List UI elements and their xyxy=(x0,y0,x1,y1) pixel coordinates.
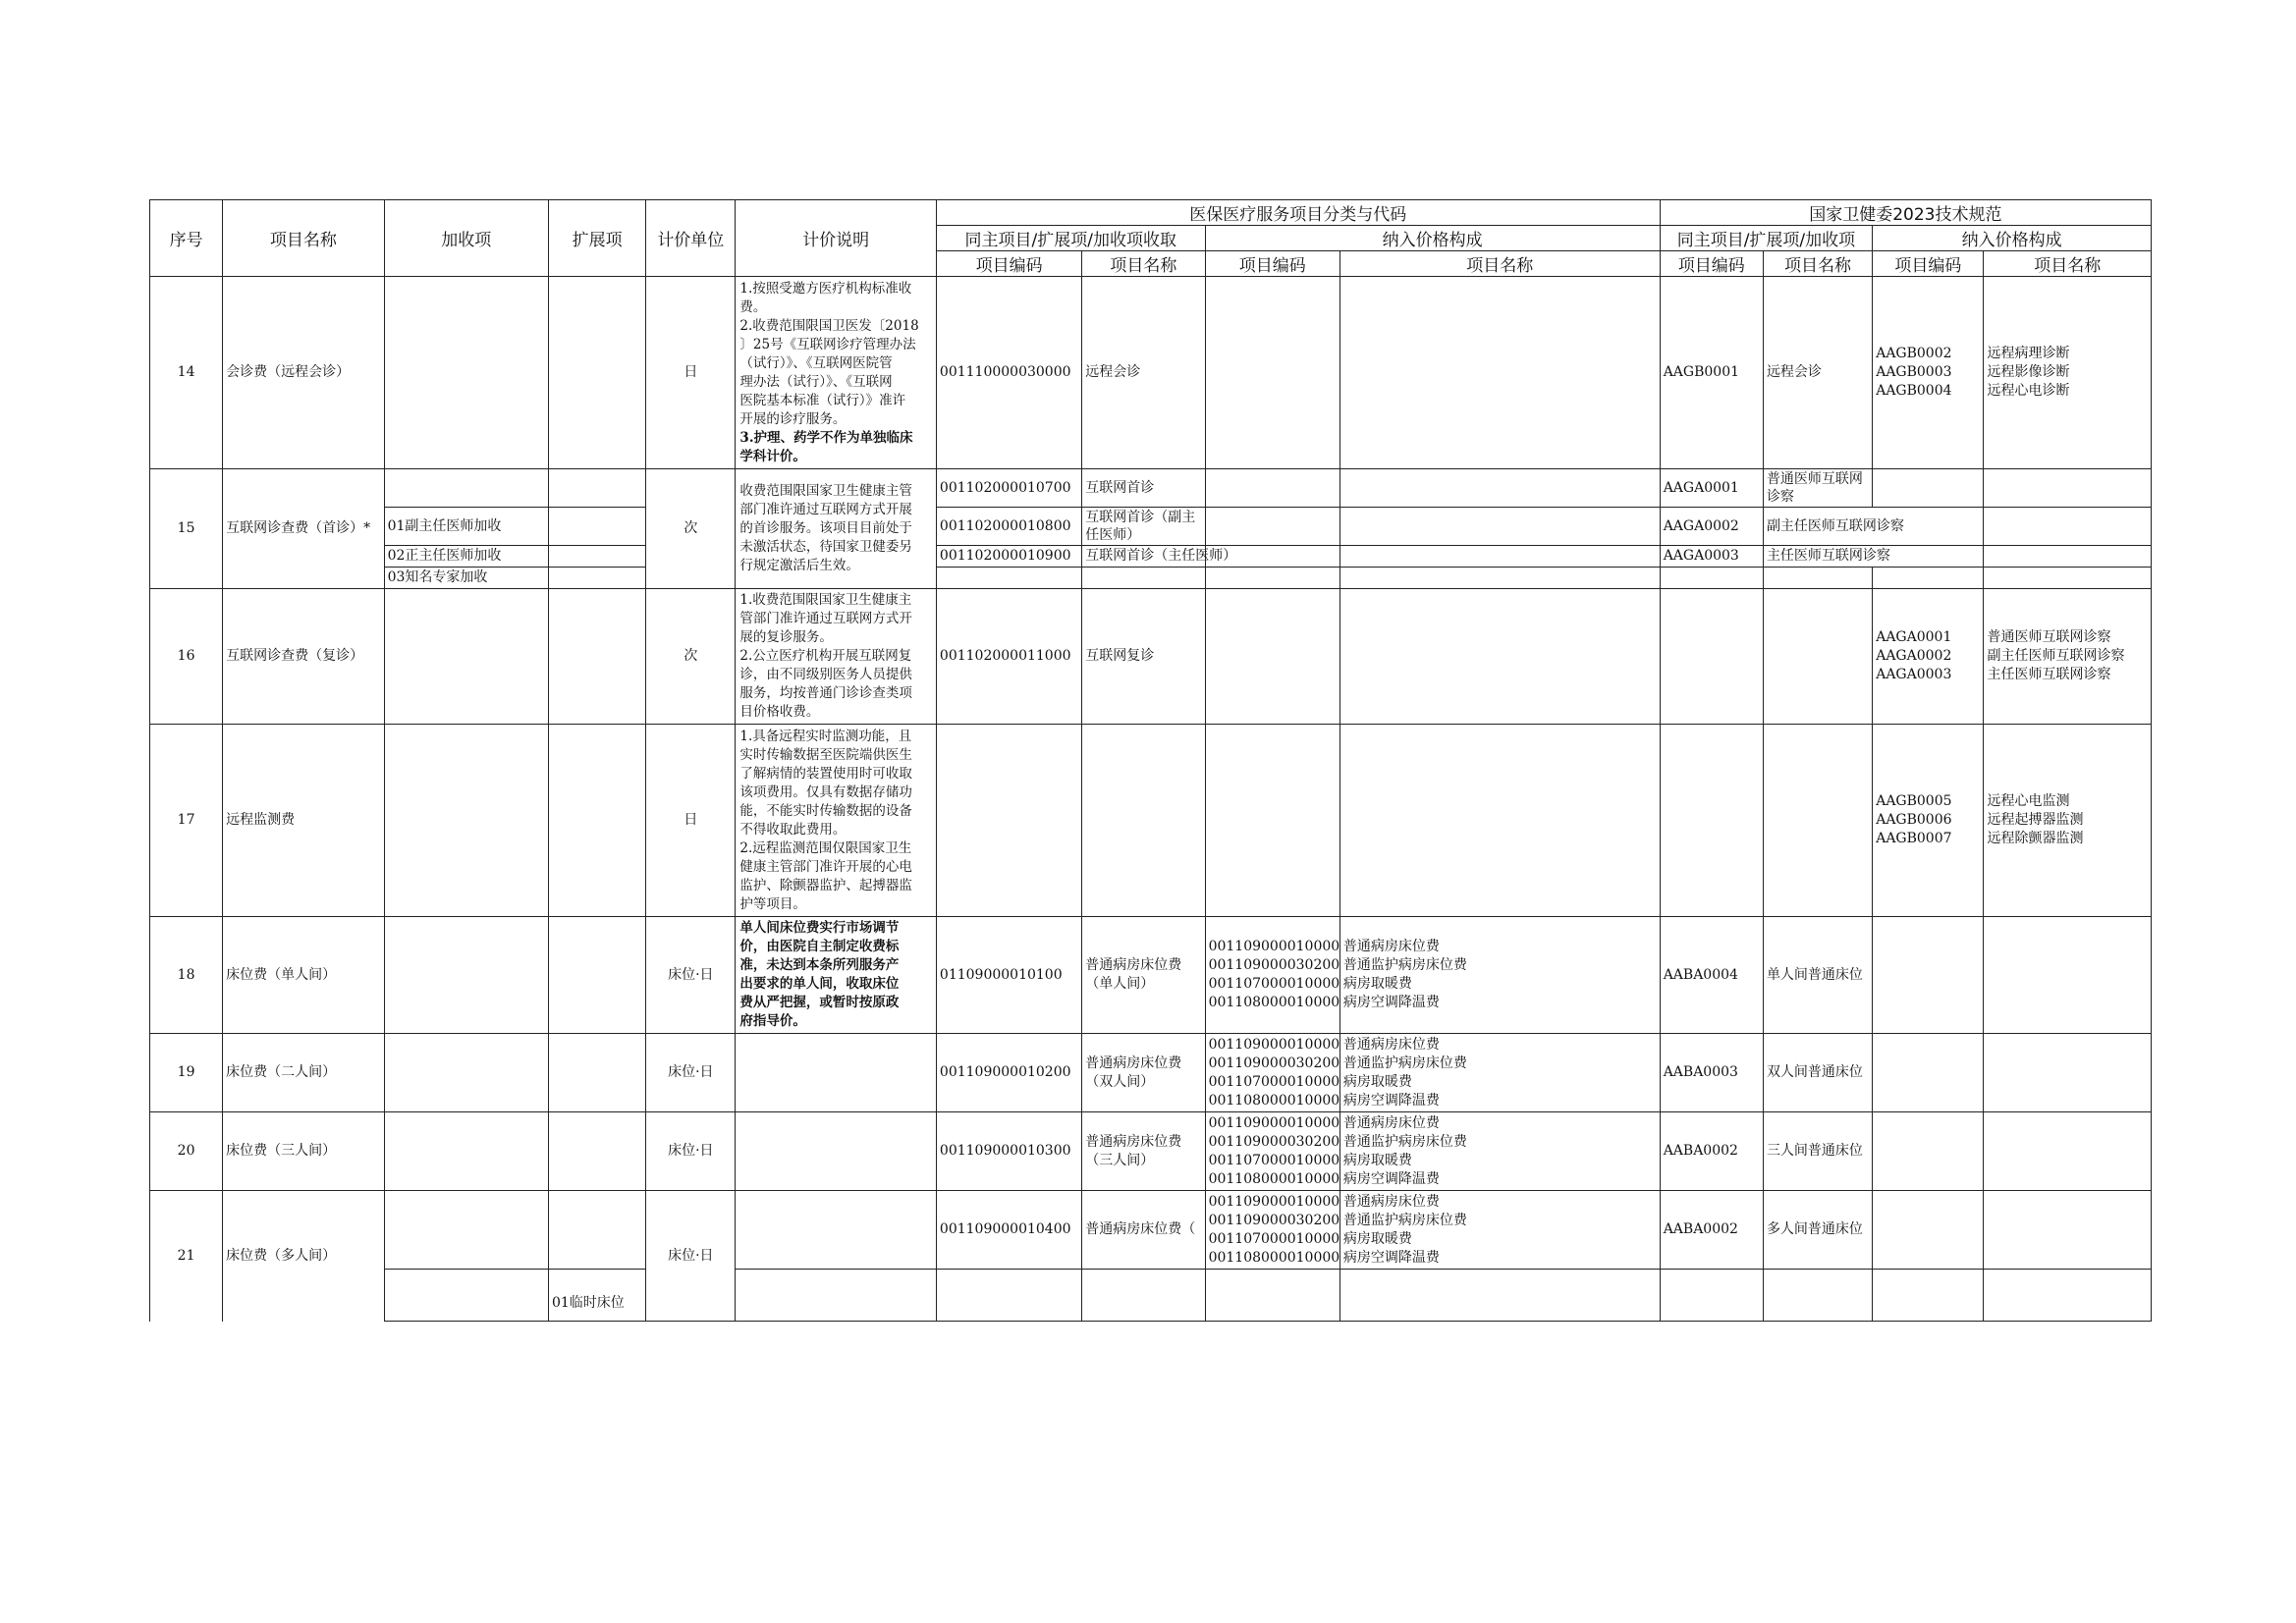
table-row xyxy=(150,546,2152,568)
code-line: AAGB0006 xyxy=(1876,812,1952,828)
row-unit: 次 xyxy=(646,469,736,589)
table-row xyxy=(150,508,2152,546)
code-line: 001109000010000 xyxy=(1208,939,1340,954)
row-yb-in-code xyxy=(1205,589,1339,725)
header-item-name: 项目名称 xyxy=(1339,251,1660,277)
header-row-1 xyxy=(150,200,2152,226)
row-addon: 01副主任医师加收 xyxy=(384,508,548,546)
row-yb-code: 001109000010200 xyxy=(936,1034,1081,1112)
row-seq: 18 xyxy=(150,917,223,1034)
desc-line: 目价格收费。 xyxy=(739,704,820,720)
header-code: 项目编码 xyxy=(1205,251,1339,277)
row-yb-code xyxy=(936,568,1081,589)
row-wj-in-code xyxy=(1873,917,1984,1034)
row-seq: 14 xyxy=(150,277,223,469)
name-line: 远程影像诊断 xyxy=(1987,364,2070,380)
row-wj-name xyxy=(1763,568,1872,589)
row-wj-in-name xyxy=(1984,589,2152,725)
name-line: 远程病理诊断 xyxy=(1987,346,2070,361)
name-line: 副主任医师互联网诊察 xyxy=(1987,648,2125,664)
row-name: 互联网诊查费（首诊）* xyxy=(223,469,384,589)
row-desc xyxy=(736,725,937,917)
row-addon xyxy=(384,1112,548,1191)
desc-line: 展的复诊服务。 xyxy=(739,629,833,645)
header-group-wj: 国家卫健委2023技术规范 xyxy=(1660,200,2151,226)
row-yb-name: 互联网首诊 xyxy=(1082,469,1205,508)
row-addon xyxy=(384,469,548,508)
row-yb-in-name xyxy=(1339,1112,1660,1191)
row-wj-in-code xyxy=(1873,589,1984,725)
row-yb-in-code xyxy=(1205,277,1339,469)
desc-line: 〕25号《互联网诊疗管理办法 xyxy=(739,336,916,352)
row-yb-in-name xyxy=(1339,568,1660,589)
code-line: AAGA0003 xyxy=(1876,667,1952,682)
row-yb-name: 互联网复诊 xyxy=(1082,589,1205,725)
row-wj-in-name xyxy=(1984,546,2152,568)
row-desc xyxy=(736,1191,937,1270)
row-wj-in-name xyxy=(1984,1034,2152,1112)
code-line: 001107000010000 xyxy=(1208,1073,1340,1090)
row-yb-in-code xyxy=(1205,725,1339,917)
row-yb-in-name xyxy=(1339,1191,1660,1270)
desc-line-bold: 单人间床位费实行市场调节 xyxy=(739,920,900,936)
header-code: 项目编码 xyxy=(936,251,1081,277)
row-yb-in-code xyxy=(1205,469,1339,508)
row-yb-in-code xyxy=(1205,1034,1339,1112)
row-seq: 16 xyxy=(150,589,223,725)
row-yb-name xyxy=(1082,508,1205,546)
name-line: 普通医师互联网 xyxy=(1766,471,1863,487)
header-item-name: 项目名称 xyxy=(1984,251,2152,277)
row-yb-in-name xyxy=(1339,917,1660,1034)
row-yb-code xyxy=(936,725,1081,917)
row-name: 互联网诊查费（复诊） xyxy=(223,589,384,725)
row-yb-in-name xyxy=(1339,546,1660,568)
desc-line: 理办法（试行）》、《互联网 xyxy=(739,373,893,390)
desc-line: 管部门准许通过互联网方式开 xyxy=(739,611,912,626)
row-addon: 03知名专家加收 xyxy=(384,568,548,589)
desc-line: 医院基本标准（试行）》准许 xyxy=(739,392,906,408)
header-desc: 计价说明 xyxy=(736,200,937,277)
row-wj-code: AABA0002 xyxy=(1660,1112,1763,1191)
header-addon: 加收项 xyxy=(384,200,548,277)
row-wj-name xyxy=(1763,469,1872,508)
desc-line: 部门准许通过互联网方式开展 xyxy=(739,502,912,517)
row-wj-in-name xyxy=(1984,725,2152,917)
row-wj-name: 主任医师互联网诊察 xyxy=(1763,546,1984,568)
desc-line: 能，不能实时传输数据的设备 xyxy=(739,802,912,819)
name-line: （双人间） xyxy=(1085,1073,1155,1090)
row-yb-in-code xyxy=(1205,568,1339,589)
name-line: 普通病房床位费 xyxy=(1085,1133,1182,1150)
desc-line: 健康主管部门准许开展的心电 xyxy=(739,858,912,875)
row-yb-name: 普通病房床位费（ xyxy=(1082,1191,1205,1270)
row-yb-in-code xyxy=(1205,1270,1339,1322)
row-unit: 床位·日 xyxy=(646,1112,736,1191)
desc-line: 监护、除颤器监护、起搏器监 xyxy=(739,877,912,893)
name-line: 病房取暖费 xyxy=(1342,976,1412,992)
row-desc xyxy=(736,1270,937,1322)
row-yb-in-name xyxy=(1339,469,1660,508)
row-yb-name xyxy=(1082,1112,1205,1191)
desc-line: 不得收取此费用。 xyxy=(739,821,847,838)
row-name: 床位费（多人间） xyxy=(223,1191,384,1322)
desc-line: 该项费用。仅具有数据存储功 xyxy=(739,784,912,800)
row-unit: 床位·日 xyxy=(646,1191,736,1322)
desc-line-bold: 费从严把握，或暂时按原政 xyxy=(739,995,900,1010)
desc-line: 未激活状态，待国家卫健委另 xyxy=(739,539,912,555)
table-row xyxy=(150,277,2152,469)
code-line: 001109000030200 xyxy=(1208,1212,1340,1228)
row-wj-code xyxy=(1660,568,1763,589)
row-name: 远程监测费 xyxy=(223,725,384,917)
desc-line-bold: 学科计价。 xyxy=(739,448,806,464)
desc-line: 诊，由不同级别医务人员提供 xyxy=(739,667,912,682)
row-yb-code: 001102000011000 xyxy=(936,589,1081,725)
desc-line-bold: 出要求的单人间，收取床位 xyxy=(739,976,900,992)
row-seq: 20 xyxy=(150,1112,223,1191)
row-wj-code xyxy=(1660,725,1763,917)
name-line: 病房取暖费 xyxy=(1342,1073,1412,1090)
row-wj-name: 三人间普通床位 xyxy=(1763,1112,1872,1191)
row-yb-code: 001109000010400 xyxy=(936,1191,1081,1270)
row-yb-in-name xyxy=(1339,1034,1660,1112)
name-line: 普通监护病房床位费 xyxy=(1342,1055,1467,1071)
row-addon xyxy=(384,277,548,469)
row-wj-name: 副主任医师互联网诊察 xyxy=(1763,508,1984,546)
row-yb-code: 001102000010900 xyxy=(936,546,1081,568)
row-wj-in-code xyxy=(1873,725,1984,917)
name-line: 普通病房床位费 xyxy=(1342,1114,1440,1131)
name-line: 普通病房床位费 xyxy=(1085,1055,1182,1071)
name-line: 普通监护病房床位费 xyxy=(1342,957,1467,973)
row-wj-code: AAGA0003 xyxy=(1660,546,1763,568)
row-addon: 02正主任医师加收 xyxy=(384,546,548,568)
row-wj-code: AABA0003 xyxy=(1660,1034,1763,1112)
row-wj-code: AAGA0001 xyxy=(1660,469,1763,508)
row-wj-in-code xyxy=(1873,568,1984,589)
row-wj-in-name xyxy=(1984,1112,2152,1191)
row-ext xyxy=(548,277,645,469)
table-row xyxy=(150,1270,2152,1322)
desc-line: 实时传输数据至医院端供医生 xyxy=(739,746,912,763)
name-line: （单人间） xyxy=(1085,976,1155,992)
row-ext: 01临时床位 xyxy=(548,1270,645,1322)
row-unit: 次 xyxy=(646,589,736,725)
code-line: 001107000010000 xyxy=(1208,1230,1340,1247)
name-line: 远程除颤器监测 xyxy=(1987,831,2084,846)
row-wj-name: 远程会诊 xyxy=(1763,277,1872,469)
name-line: 任医师） xyxy=(1085,527,1141,543)
code-line: 001108000010000 xyxy=(1208,1249,1340,1266)
row-unit: 床位·日 xyxy=(646,917,736,1034)
code-line: AAGB0004 xyxy=(1876,383,1952,399)
row-ext xyxy=(548,917,645,1034)
row-unit: 床位·日 xyxy=(646,1034,736,1112)
desc-line: 服务，均按普通门诊诊查类项 xyxy=(739,685,912,701)
name-line: 诊察 xyxy=(1766,489,1794,505)
name-line: 远程起搏器监测 xyxy=(1987,812,2084,828)
row-wj-code xyxy=(1660,589,1763,725)
row-addon xyxy=(384,725,548,917)
row-name: 会诊费（远程会诊） xyxy=(223,277,384,469)
desc-line-bold: 准，未达到本条所列服务产 xyxy=(739,957,900,973)
name-line: 普通病房床位费 xyxy=(1085,957,1182,973)
row-wj-in-name xyxy=(1984,1270,2152,1322)
row-ext xyxy=(548,1034,645,1112)
code-line: AAGB0007 xyxy=(1876,831,1952,846)
row-wj-in-name xyxy=(1984,277,2152,469)
row-seq: 19 xyxy=(150,1034,223,1112)
row-yb-code: 001109000010300 xyxy=(936,1112,1081,1191)
header-wj-included: 纳入价格构成 xyxy=(1873,226,2152,251)
desc-line: 1.收费范围限国家卫生健康主 xyxy=(739,592,912,608)
row-desc xyxy=(736,277,937,469)
code-line: 001109000030200 xyxy=(1208,957,1340,973)
header-seq: 序号 xyxy=(150,200,223,277)
row-yb-in-name xyxy=(1339,277,1660,469)
code-line: 001109000010000 xyxy=(1208,1036,1340,1053)
row-wj-name: 多人间普通床位 xyxy=(1763,1191,1872,1270)
name-line: 普通医师互联网诊察 xyxy=(1987,629,2111,645)
price-table-sheet xyxy=(149,199,2152,1322)
code-line: AAGA0001 xyxy=(1876,629,1952,645)
row-yb-name xyxy=(1082,568,1205,589)
row-seq: 15 xyxy=(150,469,223,589)
row-yb-in-code xyxy=(1205,508,1339,546)
header-name: 项目名称 xyxy=(223,200,384,277)
header-yb-same: 同主项目/扩展项/加收项收取 xyxy=(936,226,1205,251)
table-row xyxy=(150,1034,2152,1112)
row-ext xyxy=(548,1191,645,1270)
row-addon xyxy=(384,917,548,1034)
code-line: 001109000030200 xyxy=(1208,1133,1340,1150)
row-yb-name xyxy=(1082,725,1205,917)
row-yb-in-name xyxy=(1339,589,1660,725)
row-yb-in-name xyxy=(1339,725,1660,917)
row-yb-in-code xyxy=(1205,1112,1339,1191)
desc-line: 了解病情的装置使用时可收取 xyxy=(739,765,912,782)
row-desc xyxy=(736,469,937,589)
name-line: 远程心电监测 xyxy=(1987,793,2070,809)
row-yb-name xyxy=(1082,1270,1205,1322)
code-line: 001107000010000 xyxy=(1208,976,1340,992)
row-yb-name xyxy=(1082,1034,1205,1112)
row-ext xyxy=(548,469,645,508)
desc-line: 费。 xyxy=(739,298,767,315)
desc-line: 开展的诊疗服务。 xyxy=(739,410,847,427)
name-line: 主任医师互联网诊察 xyxy=(1987,667,2111,682)
table-row xyxy=(150,725,2152,917)
name-line: 远程心电诊断 xyxy=(1987,383,2070,399)
desc-line: 2.收费范围限国卫医发〔2018 xyxy=(739,317,919,334)
header-code: 项目编码 xyxy=(1660,251,1763,277)
name-line: 普通监护病房床位费 xyxy=(1342,1212,1467,1228)
row-ext xyxy=(548,589,645,725)
row-ext xyxy=(548,546,645,568)
row-addon xyxy=(384,1034,548,1112)
code-line: AAGB0002 xyxy=(1876,346,1952,361)
row-wj-code: AABA0004 xyxy=(1660,917,1763,1034)
row-desc xyxy=(736,589,937,725)
row-yb-code xyxy=(936,1270,1081,1322)
table-row xyxy=(150,1112,2152,1191)
row-wj-name xyxy=(1763,589,1872,725)
row-wj-name xyxy=(1763,725,1872,917)
row-wj-in-name xyxy=(1984,568,2152,589)
row-wj-name: 双人间普通床位 xyxy=(1763,1034,1872,1112)
row-wj-in-code xyxy=(1873,1034,1984,1112)
code-line: AAGA0002 xyxy=(1876,648,1952,664)
header-code: 项目编码 xyxy=(1873,251,1984,277)
code-line: 001108000010000 xyxy=(1208,1170,1340,1187)
table-row xyxy=(150,1191,2152,1270)
code-line: 001107000010000 xyxy=(1208,1152,1340,1168)
row-wj-in-name xyxy=(1984,917,2152,1034)
header-ext: 扩展项 xyxy=(548,200,645,277)
row-name: 床位费（二人间） xyxy=(223,1034,384,1112)
name-line: 病房取暖费 xyxy=(1342,1152,1412,1168)
name-line: 互联网首诊（副主 xyxy=(1085,510,1196,525)
table-row xyxy=(150,917,2152,1034)
row-seq: 17 xyxy=(150,725,223,917)
name-line: 病房空调降温费 xyxy=(1342,1170,1440,1187)
row-wj-in-name xyxy=(1984,1191,2152,1270)
row-addon xyxy=(384,1191,548,1270)
row-yb-code: 001110000030000 xyxy=(936,277,1081,469)
name-line: 普通病房床位费 xyxy=(1342,939,1440,954)
row-wj-in-code xyxy=(1873,277,1984,469)
row-yb-in-code xyxy=(1205,1191,1339,1270)
row-wj-name xyxy=(1763,1270,1872,1322)
name-line: （三人间） xyxy=(1085,1152,1155,1168)
desc-line: 护等项目。 xyxy=(739,895,806,912)
name-line: 普通病房床位费 xyxy=(1342,1036,1440,1053)
name-line: 普通病房床位费 xyxy=(1342,1193,1440,1210)
row-yb-code: 001102000010800 xyxy=(936,508,1081,546)
row-desc xyxy=(736,1112,937,1191)
row-wj-in-code xyxy=(1873,1270,1984,1322)
name-line: 病房取暖费 xyxy=(1342,1230,1412,1247)
row-wj-in-code xyxy=(1873,1191,1984,1270)
name-line: 病房空调降温费 xyxy=(1342,1092,1440,1109)
row-ext xyxy=(548,1112,645,1191)
desc-line: （试行）》、《互联网医院管 xyxy=(739,354,893,371)
name-line: 普通监护病房床位费 xyxy=(1342,1133,1467,1150)
desc-line-bold: 府指导价。 xyxy=(739,1013,806,1029)
code-line: 001109000010000 xyxy=(1208,1193,1340,1210)
row-wj-in-code xyxy=(1873,469,1984,508)
row-unit: 日 xyxy=(646,277,736,469)
desc-line: 2.公立医疗机构开展互联网复 xyxy=(739,648,912,664)
name-line: 病房空调降温费 xyxy=(1342,1249,1440,1266)
desc-line-bold: 3.护理、药学不作为单独临床 xyxy=(739,429,913,446)
header-item-name: 项目名称 xyxy=(1082,251,1205,277)
row-addon xyxy=(384,1270,548,1322)
header-item-name: 项目名称 xyxy=(1763,251,1872,277)
row-wj-code: AAGB0001 xyxy=(1660,277,1763,469)
row-addon xyxy=(384,589,548,725)
row-desc xyxy=(736,1034,937,1112)
desc-line: 1.按照受邀方医疗机构标准收 xyxy=(739,280,912,297)
desc-line: 2.远程监测范围仅限国家卫生 xyxy=(739,839,912,856)
row-wj-name: 单人间普通床位 xyxy=(1763,917,1872,1034)
row-yb-name: 远程会诊 xyxy=(1082,277,1205,469)
header-unit: 计价单位 xyxy=(646,200,736,277)
header-wj-same: 同主项目/扩展项/加收项 xyxy=(1660,226,1873,251)
row-name: 床位费（单人间） xyxy=(223,917,384,1034)
code-line: 001108000010000 xyxy=(1208,995,1340,1010)
header-group-yb: 医保医疗服务项目分类与代码 xyxy=(936,200,1660,226)
table-row xyxy=(150,589,2152,725)
header-yb-included: 纳入价格构成 xyxy=(1205,226,1660,251)
row-wj-in-name xyxy=(1984,508,2152,546)
row-ext xyxy=(548,568,645,589)
desc-line: 1.具备远程实时监测功能，且 xyxy=(739,728,912,744)
desc-line: 收费范围限国家卫生健康主管 xyxy=(739,483,912,499)
row-desc xyxy=(736,917,937,1034)
row-ext xyxy=(548,508,645,546)
code-line: 001108000010000 xyxy=(1208,1092,1340,1109)
row-yb-in-code xyxy=(1205,917,1339,1034)
table-row xyxy=(150,568,2152,589)
row-seq: 21 xyxy=(150,1191,223,1322)
row-yb-code: 001102000010700 xyxy=(936,469,1081,508)
row-yb-in-name xyxy=(1339,508,1660,546)
row-wj-code xyxy=(1660,1270,1763,1322)
row-yb-in-name xyxy=(1339,1270,1660,1322)
row-wj-in-code xyxy=(1873,1112,1984,1191)
code-line: AAGB0005 xyxy=(1876,793,1952,809)
desc-line: 的首诊服务。该项目目前处于 xyxy=(739,520,912,536)
row-name: 床位费（三人间） xyxy=(223,1112,384,1191)
row-yb-name: 互联网首诊（主任医师） xyxy=(1082,546,1205,568)
row-ext xyxy=(548,725,645,917)
row-yb-name xyxy=(1082,917,1205,1034)
row-wj-in-name xyxy=(1984,469,2152,508)
desc-line-bold: 价，由医院自主制定收费标 xyxy=(739,939,900,954)
code-line: 001109000010000 xyxy=(1208,1114,1340,1131)
name-line: 病房空调降温费 xyxy=(1342,995,1440,1010)
row-wj-code: AABA0002 xyxy=(1660,1191,1763,1270)
code-line: 001109000030200 xyxy=(1208,1055,1340,1071)
row-wj-code: AAGA0002 xyxy=(1660,508,1763,546)
price-table xyxy=(149,199,2152,1322)
desc-line: 行规定激活后生效。 xyxy=(739,558,859,573)
row-yb-code: 01109000010100 xyxy=(936,917,1081,1034)
row-unit: 日 xyxy=(646,725,736,917)
table-row xyxy=(150,469,2152,508)
code-line: AAGB0003 xyxy=(1876,364,1952,380)
